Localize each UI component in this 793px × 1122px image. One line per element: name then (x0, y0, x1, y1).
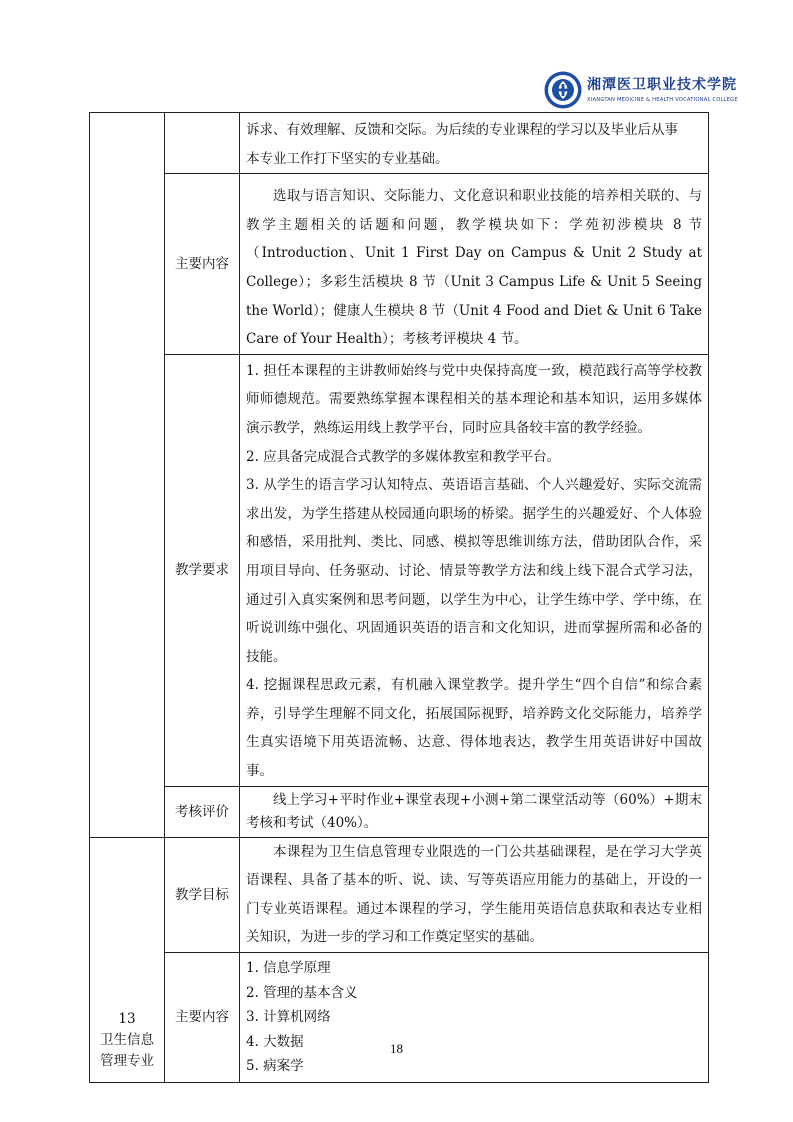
major-name-line: 卫生信息 (100, 1031, 154, 1048)
requirement-item: 4. 挖掘课程思政元素，有机融入课堂教学。提升学生“四个自信”和综合素养，引导学生理解不同文化，拓展国际视野，培养跨文化交际能力，培养学生真实语境下用英语流畅、达意、得体地表达，教学生用英语讲好中国故事。 (246, 677, 702, 780)
content-list (240, 953, 709, 1083)
major-number: 13 (118, 1010, 136, 1027)
list-item: 5. 病案学 (246, 1058, 304, 1075)
table-row (90, 953, 709, 1083)
college-name-cn: 湘潭医卫职业技术学院 (587, 77, 737, 93)
continuation-line: 本专业工作打下坚实的专业基础。 (246, 150, 449, 167)
list-item: 2. 管理的基本含义 (246, 984, 358, 1001)
list-item: 1. 信息学原理 (246, 960, 331, 977)
number-cell-empty (90, 113, 165, 838)
content-text: 选取与语言知识、交际能力、文化意识和职业技能的培养相关联的、与教学主题相关的话题和问题，教学模块如下：学苑初涉模块 8 节（Introduction、Unit 1 First Day on Campus & Unit 2 Study at College）；多彩生活模块 8 节（Unit 3 Campus Life & Unit 5 Seeing the World）；健康人生模块 8 节（Unit 4 Food and Diet & Unit 6 Take Care of Your Health）；考核考评模块 4 节。 (246, 188, 702, 348)
requirement-item: 2. 应具备完成混合式教学的多媒体教室和教学平台。 (246, 448, 561, 465)
evaluation-label: 考核评价 (165, 786, 240, 837)
label-cell-empty (165, 113, 240, 174)
table-row (90, 174, 709, 355)
requirement-item: 3. 从学生的语言学习认知特点、英语语言基础、个人兴趣爱好、实际交流需求出发，为学生搭建从校园通向职场的桥梁。据学生的兴趣爱好、个人体验和感悟，采用批判、类比、同感、模拟等思维训练方法，借助团队合作，采用项目导向、任务驱动、讨论、情景等教学方法和线上线下混合式学习法，通过引入真实案例和思考问题，以学生为中心，让学生练中学、学中练，在听说训练中强化、巩固通识英语的语言和文化知识，进而掌握所需和必备的技能。 (246, 477, 702, 665)
evaluation-text: 线上学习+平时作业+课堂表现+小测+第二课堂活动等（60%）+期末考核和考试（40%）。 (246, 791, 702, 831)
college-seal-icon (543, 70, 583, 110)
requirements-list (240, 354, 709, 786)
content-label: 主要内容 (165, 174, 240, 355)
college-logo (543, 70, 738, 110)
college-name-en: XIANGTAN MEDICINE & HEALTH VOCATIONAL COLLEGE (587, 97, 738, 103)
continuation-text (240, 113, 709, 174)
continuation-line: 诉求、有效理解、反馈和交际。为后续的专业课程的学习以及毕业后从事 (246, 122, 678, 138)
requirement-item: 1. 担任本课程的主讲教师始终与党中央保持高度一致，模范践行高等学校教师师德规范。需要熟练掌握本课程相关的基本理论和基本知识，运用多媒体演示教学，熟练运用线上教学平台，同时应具备较丰富的教学经验。 (246, 362, 702, 436)
content-label: 主要内容 (165, 953, 240, 1083)
requirements-label: 教学要求 (165, 354, 240, 786)
table-row (90, 113, 709, 174)
list-item: 3. 计算机网络 (246, 1009, 331, 1026)
goal-text: 本课程为卫生信息管理专业限选的一门公共基础课程，是在学习大学英语课程、具备了基本的听、说、读、写等英语应用能力的基础上，开设的一门专业英语课程。通过本课程的学习，学生能用英语信息获取和表达专业相关知识，为进一步的学习和工作奠定坚实的基础。 (246, 843, 702, 946)
list-item: 4. 大数据 (246, 1033, 304, 1050)
table-row (90, 786, 709, 837)
curriculum-table (89, 112, 709, 1083)
page-number: 18 (390, 1041, 403, 1056)
major-name-line: 管理专业 (100, 1052, 154, 1069)
goal-label: 教学目标 (165, 837, 240, 952)
table-row (90, 354, 709, 786)
table-row (90, 837, 709, 952)
